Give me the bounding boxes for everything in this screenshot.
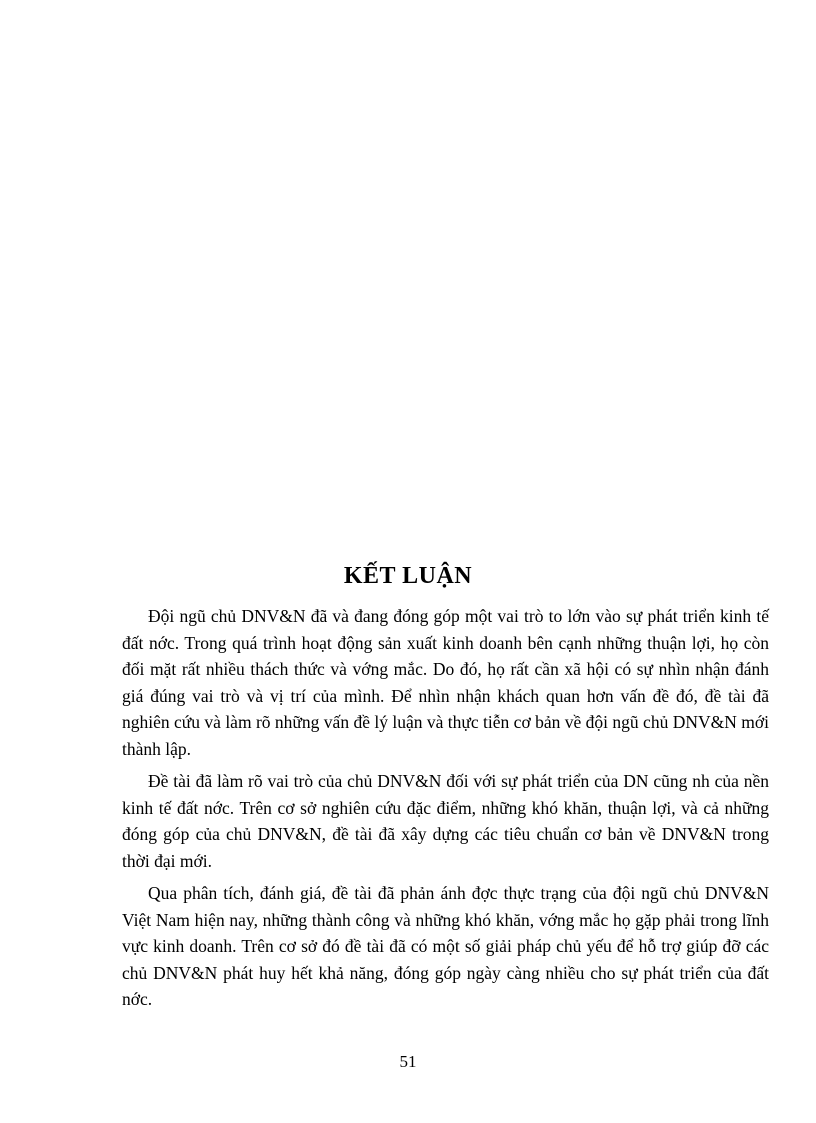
paragraph-3: Qua phân tích, đánh giá, đề tài đã phản ánh đợc thực trạng của đội ngũ chủ DNV&N Việt Nam hiện nay, những thành công và những khó khăn, vớng mắc họ gặp phải trong lĩnh vực kinh doanh. Trên cơ sở đó đề tài đã có một số giải pháp chủ yếu để hỗ trợ giúp đỡ các chủ DNV&N phát huy hết khả năng, đóng góp ngày càng nhiều cho sự phát triển của đất nớc. [122, 883, 769, 1009]
paragraph-2: Đề tài đã làm rõ vai trò của chủ DNV&N đối với sự phát triển của DN cũng nh của nền kinh tế đất nớc. Trên cơ sở nghiên cứu đặc điểm, những khó khăn, thuận lợi, và cả những đóng góp của chủ DNV&N, đề tài đã xây dựng các tiêu chuẩn cơ bản về DNV&N trong thời đại mới. [122, 771, 769, 871]
body-text [122, 603, 769, 1019]
page-number: 51 [399, 1052, 417, 1071]
paragraph-1: Đội ngũ chủ DNV&N đã và đang đóng góp một vai trò to lớn vào sự phát triển kinh tế đất nớc. Trong quá trình hoạt động sản xuất kinh doanh bên cạnh những thuận lợi, họ còn đối mặt rất nhiều thách thức và vớng mắc. Do đó, họ rất cần xã hội có sự nhìn nhận đánh giá đúng vai trò và vị trí của mình. Để nhìn nhận khách quan hơn vấn đề đó, đề tài đã nghiên cứu và làm rõ những vấn đề lý luận và thực tiễn cơ bản về đội ngũ chủ DNV&N mới thành lập. [122, 606, 769, 759]
page-title: KẾT LUẬN [343, 563, 473, 589]
